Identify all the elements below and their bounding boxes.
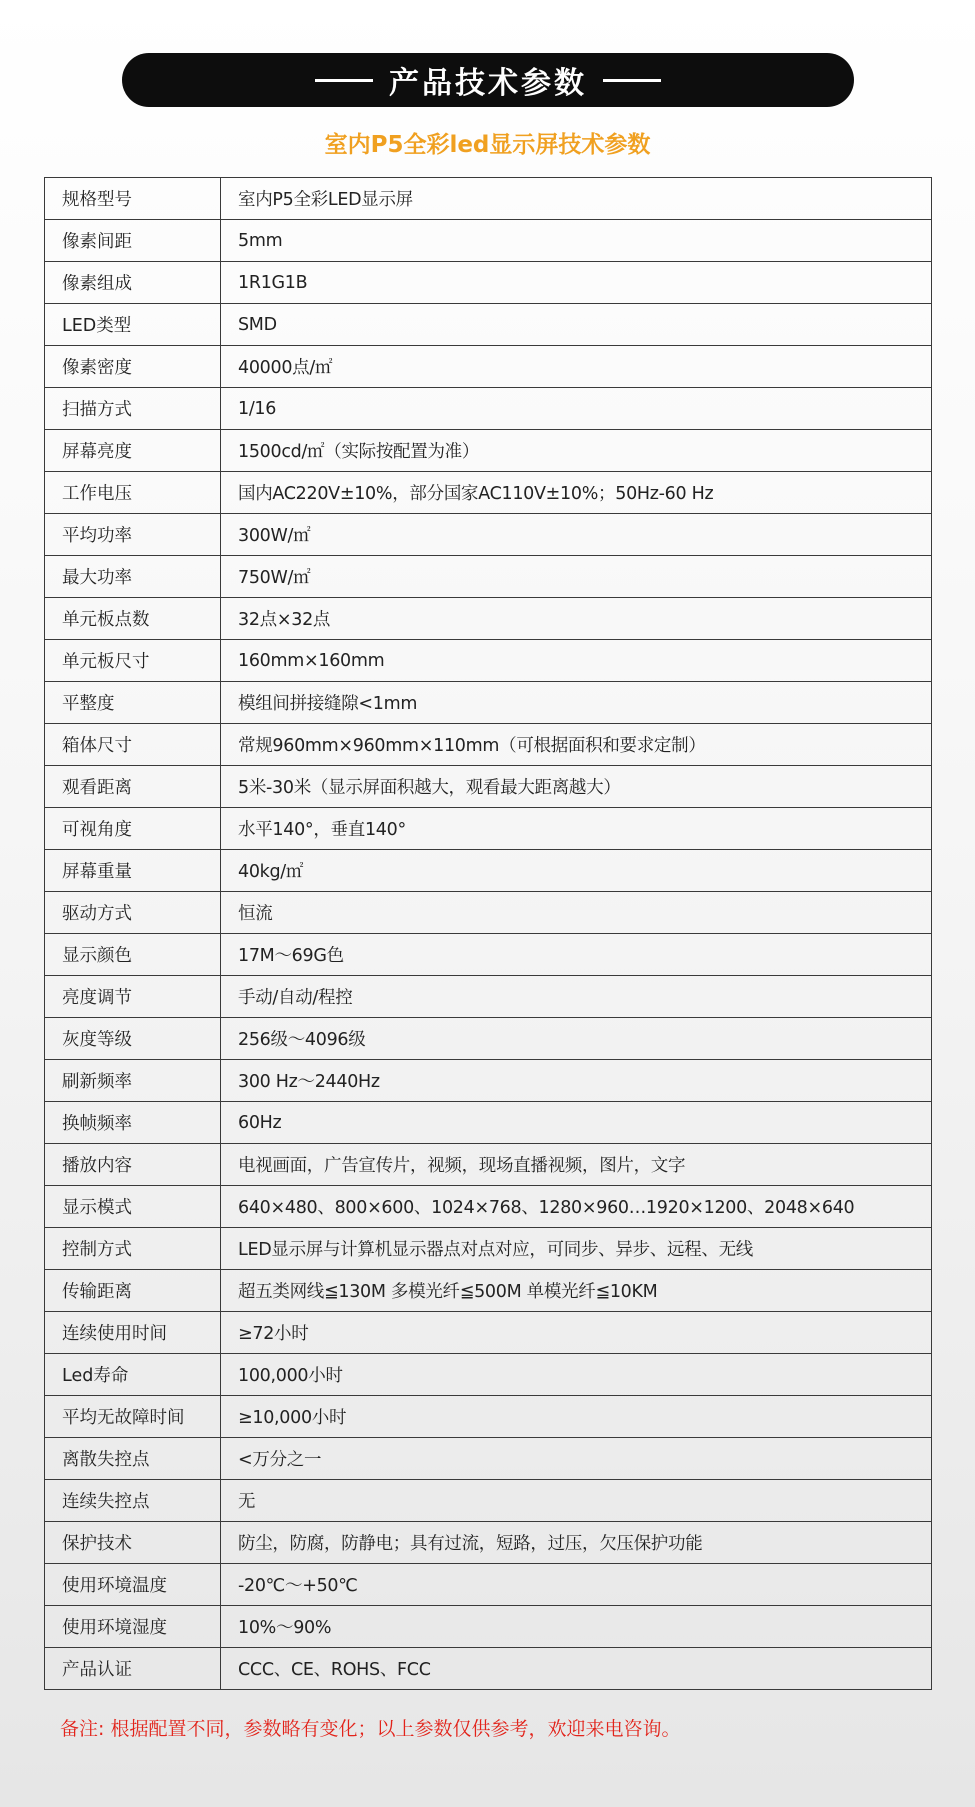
table-row: [45, 556, 932, 598]
spec-value: 640×480、800×600、1024×768、1280×960…1920×1200、2048×640: [221, 1186, 932, 1228]
spec-label: 使用环境温度: [45, 1564, 221, 1606]
spec-label: 像素间距: [45, 220, 221, 262]
table-row: [45, 388, 932, 430]
spec-label: 规格型号: [45, 178, 221, 220]
table-row: [45, 766, 932, 808]
table-row: [45, 262, 932, 304]
table-row: [45, 640, 932, 682]
spec-value: 300 Hz～2440Hz: [221, 1060, 932, 1102]
spec-label: 换帧频率: [45, 1102, 221, 1144]
spec-label: 最大功率: [45, 556, 221, 598]
table-row: [45, 1186, 932, 1228]
banner-left-rule: [315, 79, 373, 82]
table-row: [45, 304, 932, 346]
spec-label: 像素组成: [45, 262, 221, 304]
table-row: [45, 808, 932, 850]
spec-label: 显示颜色: [45, 934, 221, 976]
spec-value: 60Hz: [221, 1102, 932, 1144]
table-row: [45, 1648, 932, 1690]
table-row: [45, 724, 932, 766]
spec-value: <万分之一: [221, 1438, 932, 1480]
page-subtitle: 室内P5全彩led显示屏技术参数: [324, 132, 651, 158]
spec-label: LED类型: [45, 304, 221, 346]
spec-label: 像素密度: [45, 346, 221, 388]
spec-value: 5米-30米（显示屏面积越大，观看最大距离越大）: [221, 766, 932, 808]
spec-value: 40kg/㎡: [221, 850, 932, 892]
spec-label: 屏幕重量: [45, 850, 221, 892]
table-row: [45, 514, 932, 556]
table-row: [45, 934, 932, 976]
table-row: [45, 1228, 932, 1270]
table-row: [45, 1060, 932, 1102]
spec-value: 32点×32点: [221, 598, 932, 640]
spec-value: 模组间拼接缝隙<1mm: [221, 682, 932, 724]
spec-label: 保护技术: [45, 1522, 221, 1564]
spec-label: 使用环境湿度: [45, 1606, 221, 1648]
spec-label: 控制方式: [45, 1228, 221, 1270]
table-row: [45, 1102, 932, 1144]
table-row: [45, 850, 932, 892]
spec-value: 40000点/㎡: [221, 346, 932, 388]
spec-label: Led寿命: [45, 1354, 221, 1396]
spec-label: 扫描方式: [45, 388, 221, 430]
table-row: [45, 1522, 932, 1564]
spec-label: 箱体尺寸: [45, 724, 221, 766]
spec-value: 1/16: [221, 388, 932, 430]
spec-value: 100,000小时: [221, 1354, 932, 1396]
table-row: [45, 472, 932, 514]
spec-value: LED显示屏与计算机显示器点对点对应，可同步、异步、远程、无线: [221, 1228, 932, 1270]
spec-value: 室内P5全彩LED显示屏: [221, 178, 932, 220]
table-row: [45, 430, 932, 472]
spec-label: 平均功率: [45, 514, 221, 556]
spec-label: 灰度等级: [45, 1018, 221, 1060]
spec-value: 电视画面，广告宣传片，视频，现场直播视频，图片，文字: [221, 1144, 932, 1186]
spec-value: 常规960mm×960mm×110mm（可根据面积和要求定制）: [221, 724, 932, 766]
table-row: [45, 682, 932, 724]
banner-right-rule: [603, 79, 661, 82]
table-row: [45, 892, 932, 934]
table-row: [45, 178, 932, 220]
spec-value: 超五类网线≦130M 多模光纤≦500M 单模光纤≦10KM: [221, 1270, 932, 1312]
spec-value: 17M～69G色: [221, 934, 932, 976]
spec-value: 手动/自动/程控: [221, 976, 932, 1018]
spec-value: ≥10,000小时: [221, 1396, 932, 1438]
spec-label: 连续失控点: [45, 1480, 221, 1522]
spec-table-body: [45, 178, 932, 1690]
spec-value: 10%～90%: [221, 1606, 932, 1648]
spec-label: 屏幕亮度: [45, 430, 221, 472]
spec-value: 5mm: [221, 220, 932, 262]
table-row: [45, 1312, 932, 1354]
table-row: [45, 1438, 932, 1480]
spec-label: 驱动方式: [45, 892, 221, 934]
spec-label: 观看距离: [45, 766, 221, 808]
table-row: [45, 1396, 932, 1438]
spec-label: 单元板点数: [45, 598, 221, 640]
section-title-banner: [122, 53, 854, 107]
spec-value: 1500cd/㎡（实际按配置为准）: [221, 430, 932, 472]
table-row: [45, 1270, 932, 1312]
spec-value: 256级～4096级: [221, 1018, 932, 1060]
spec-value: 无: [221, 1480, 932, 1522]
spec-value: 1R1G1B: [221, 262, 932, 304]
spec-label: 可视角度: [45, 808, 221, 850]
spec-value: CCC、CE、ROHS、FCC: [221, 1648, 932, 1690]
footer-note: 备注: 根据配置不同，参数略有变化；以上参数仅供参考，欢迎来电咨询。: [60, 1718, 681, 1740]
spec-value: 300W/㎡: [221, 514, 932, 556]
spec-label: 显示模式: [45, 1186, 221, 1228]
table-row: [45, 598, 932, 640]
spec-label: 单元板尺寸: [45, 640, 221, 682]
section-title: 产品技术参数: [389, 66, 587, 101]
table-row: [45, 1354, 932, 1396]
table-row: [45, 346, 932, 388]
spec-label: 传输距离: [45, 1270, 221, 1312]
spec-label: 亮度调节: [45, 976, 221, 1018]
table-row: [45, 1018, 932, 1060]
spec-label: 平均无故障时间: [45, 1396, 221, 1438]
spec-value: 750W/㎡: [221, 556, 932, 598]
spec-label: 离散失控点: [45, 1438, 221, 1480]
spec-label: 平整度: [45, 682, 221, 724]
table-row: [45, 220, 932, 262]
spec-value: 恒流: [221, 892, 932, 934]
table-row: [45, 1480, 932, 1522]
spec-value: 160mm×160mm: [221, 640, 932, 682]
table-row: [45, 976, 932, 1018]
spec-value: SMD: [221, 304, 932, 346]
spec-table: [44, 177, 932, 1690]
table-row: [45, 1564, 932, 1606]
spec-value: 水平140°，垂直140°: [221, 808, 932, 850]
spec-label: 产品认证: [45, 1648, 221, 1690]
spec-label: 工作电压: [45, 472, 221, 514]
table-row: [45, 1144, 932, 1186]
spec-value: 防尘，防腐，防静电；具有过流，短路，过压，欠压保护功能: [221, 1522, 932, 1564]
spec-value: 国内AC220V±10%，部分国家AC110V±10%；50Hz-60 Hz: [221, 472, 932, 514]
spec-label: 连续使用时间: [45, 1312, 221, 1354]
spec-value: -20℃～+50℃: [221, 1564, 932, 1606]
table-row: [45, 1606, 932, 1648]
spec-label: 刷新频率: [45, 1060, 221, 1102]
spec-value: ≥72小时: [221, 1312, 932, 1354]
spec-label: 播放内容: [45, 1144, 221, 1186]
